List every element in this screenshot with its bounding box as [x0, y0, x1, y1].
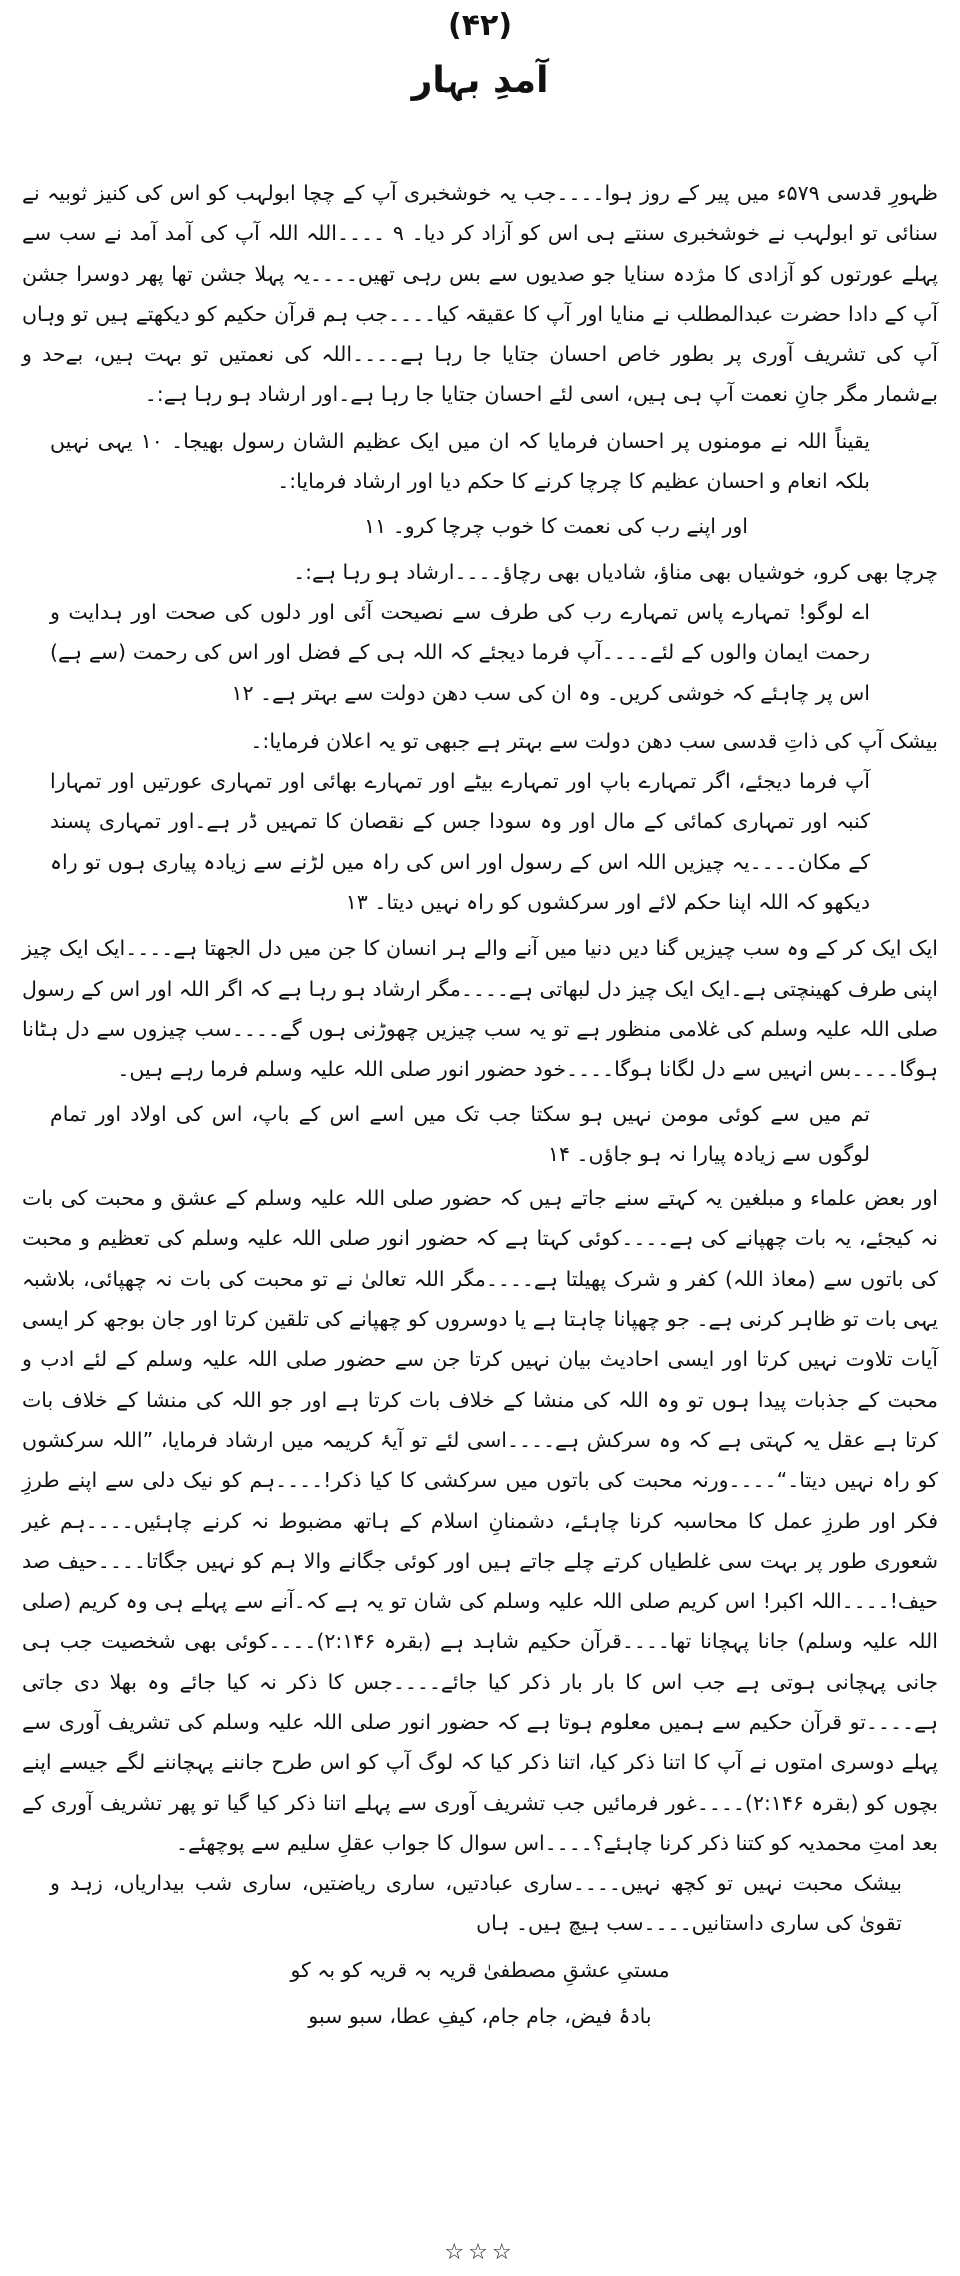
quote-ayah-3: اے لوگو! تمہارے پاس تمہارے رب کی طرف سے نصیحت آئی اور دلوں کی صحت اور ہدایت و رحمت ایمان والوں کے لئے۔۔۔۔آپ فرما دیجئے کہ اللہ ہی کے فضل اور اس کی رحمت (سے ہے) اس پر چاہئے کہ خوشی کریں۔ وہ ان کی سب دھن دولت سے بہتر ہے۔ ۱۲ [50, 599, 870, 705]
document-body [22, 168, 938, 2036]
paragraph-birth: ظہورِ قدسی ۵۷۹ء میں پیر کے روز ہوا۔۔۔۔جب یہ خوشخبری آپ کے چچا ابولہب کو اس کی کنیز ثوبیہ نے سنائی تو ابولہب نے خوشخبری سنتے ہی اس کو آزاد کر دیا۔ ۹ ۔۔۔۔اللہ اللہ آپ کی آمد آمد نے سب سے پہلے عورتوں کو آزادی کا مژدہ سنایا جو صدیوں سے بس رہی تھیں۔۔۔۔یہ پہلا جشن تھا پھر دوسرا جشن آپ کے دادا حضرت عبدالمطلب نے منایا اور آپ کا عقیقہ کیا۔۔۔۔جب ہم قرآن حکیم کو دیکھتے ہیں تو وہاں آپ کی تشریف آوری پر بطور خاص احسان جتایا جا رہا ہے۔۔۔۔اللہ کی نعمتیں تو بہت ہیں، بےحد و بےشمار مگر جانِ نعمت آپ ہی ہیں، اسی لئے احسان جتایا جا رہا ہے۔اور ارشاد ہو رہا ہے:۔ [22, 181, 938, 407]
paragraph-declaration: بیشک آپ کی ذاتِ قدسی سب دھن دولت سے بہتر ہے جبھی تو یہ اعلان فرمایا:۔ [250, 728, 938, 753]
quote-ayah-2: اور اپنے رب کی نعمت کا خوب چرچا کرو۔ ۱۱ [364, 514, 748, 539]
paragraph-celebrate: چرچا بھی کرو، خوشیاں بھی مناؤ، شادیاں بھی رچاؤ۔۔۔۔ارشاد ہو رہا ہے:۔ [293, 559, 938, 584]
quote-ayah-4: آپ فرما دیجئے، اگر تمہارے باپ اور تمہارے بیٹے اور تمہارے بھائی اور تمہاری عورتیں اور تمہارا کنبہ اور تمہاری کمائی کے مال اور وہ سودا جس کے نقصان کا تمہیں ڈر ہے۔اور تمہاری پسند کے مکان۔۔۔۔یہ چیزیں اللہ اس کے رسول اور اس کی راہ میں لڑنے سے زیادہ پیاری ہوں تو راہ دیکھو کہ اللہ اپنا حکم لائے اور سرکشوں کو راہ نہیں دیتا۔ ۱۳ [50, 769, 870, 915]
paragraph-attachments: ایک ایک کر کے وہ سب چیزیں گنا دیں دنیا میں آنے والے ہر انسان کا جن میں دل الجھتا ہے۔۔۔۔ایک ایک چیز اپنی طرف کھینچتی ہے۔ایک ایک چیز دل لبھاتی ہے۔۔۔۔مگر ارشاد ہو رہا ہے کہ اگر اللہ اور اس کے رسول صلی اللہ علیہ وسلم کی غلامی منظور ہے تو یہ سب چیزیں چھوڑنی ہوں گے۔۔۔۔سب چیزوں سے دل ہٹانا ہوگا۔۔۔۔بس انہیں سے دل لگانا ہوگا۔۔۔۔خود حضور انور صلی اللہ علیہ وسلم فرما رہے ہیں۔ [22, 936, 938, 1082]
verse-line-1: مستیِ عشقِ مصطفیٰ قریہ بہ قریہ کو بہ کو [290, 1957, 670, 1982]
page-number: (۴۲) [447, 8, 513, 43]
paragraph-scholars: اور بعض علماء و مبلغین یہ کہتے سنے جاتے ہیں کہ حضور صلی اللہ علیہ وسلم کے عشق و محبت کی بات نہ کیجئے، یہ بات چھپانے کی ہے۔۔۔۔کوئی کہتا ہے کہ حضور انور صلی اللہ علیہ وسلم کی تعظیم و محبت کی باتوں سے (معاذ اللہ) کفر و شرک پھیلتا ہے۔۔۔۔مگر اللہ تعالیٰ نے تو محبت کی بات نہ چھپائی، بلاشبہ یہی بات تو ظاہر کرنی ہے۔ جو چھپانا چاہتا ہے یا دوسروں کو چھپانے کی تلقین کرتا اور جان بوجھ کر ایسی آیات تلاوت نہیں کرتا اور ایسی احادیث بیان نہیں کرتا جن سے حضور صلی اللہ علیہ وسلم کے لئے ادب و محبت کے جذبات پیدا ہوں تو وہ اللہ کی منشا کے خلاف بات کرتا ہے اور جو اللہ کی منشا کے خلاف بات کرتا ہے عقل یہ کہتی ہے کہ وہ سرکش ہے۔۔۔۔اسی لئے تو آیۂ کریمہ میں ارشاد فرمایا، ”اللہ سرکشوں کو راہ نہیں دیتا۔“۔۔۔۔ورنہ محبت کی باتوں میں سرکشی کا کیا ذکر!۔۔۔۔ہم کو نیک دلی سے اپنے طرزِ فکر اور طرزِ عمل کا محاسبہ کرنا چاہئے، دشمنانِ اسلام کے ہاتھ مضبوط نہ کرنے چاہئیں۔۔۔۔ہم غیر شعوری طور پر بہت سی غلطیاں کرتے چلے جاتے ہیں اور کوئی جگانے والا ہم کو نہیں جگاتا۔۔۔۔حیف صد حیف!۔۔۔۔اللہ اکبر! اس کریم صلی اللہ علیہ وسلم کی شان تو یہ ہے کہ۔آنے سے پہلے ہی وہ کریم (صلی اللہ علیہ وسلم) جانا پہچانا تھا۔۔۔۔قرآن حکیم شاہد ہے (بقرہ ۲:۱۴۶)۔۔۔۔کوئی بھی شخصیت جب ہی جانی پہچانی ہوتی ہے جب اس کا بار بار ذکر کیا جائے۔۔۔۔جس کا ذکر نہ کیا جائے وہ بھلا دی جاتی ہے۔۔۔۔تو قرآن حکیم سے ہمیں معلوم ہوتا ہے کہ حضور انور صلی اللہ علیہ وسلم کی تشریف آوری سے پہلے دوسری امتوں نے آپ کا اتنا ذکر کیا، اتنا ذکر کیا کہ لوگ آپ کو اس طرح جاننے پہچاننے لگے جیسے اپنے بچوں کو (بقرہ ۲:۱۴۶)۔۔۔۔غور فرمائیں جب تشریف آوری سے پہلے اتنا ذکر کیا گیا تو پھر تشریف آوری کے بعد امتِ محمدیہ کو کتنا ذکر کرنا چاہئے؟۔۔۔۔اس سوال کا جواب عقلِ سلیم سے پوچھئے۔ [22, 1186, 938, 1855]
paragraph-love: بیشک محبت نہیں تو کچھ نہیں۔۔۔۔ساری عبادتیں، ساری ریاضتیں، ساری شب بیداریاں، زہد و تقویٰ کی ساری داستانیں۔۔۔۔سب ہیچ ہیں۔ ہاں [50, 1871, 902, 1936]
quote-hadith: تم میں سے کوئی مومن نہیں ہو سکتا جب تک میں اسے اس کے باپ، اس کی اولاد اور تمام لوگوں سے زیادہ پیارا نہ ہو جاؤں۔ ۱۴ [50, 1101, 870, 1166]
end-stars: ☆☆☆ [444, 2240, 516, 2265]
quote-ayah-1: یقیناً اللہ نے مومنوں پر احسان فرمایا کہ ان میں ایک عظیم الشان رسول بھیجا۔ ۱۰ یہی نہیں بلکہ انعام و احسان عظیم کا چرچا کرنے کا حکم دیا اور ارشاد فرمایا:۔ [50, 428, 870, 494]
verse-line-2: بادۂ فیض، جام جام، کیفِ عطا، سبو سبو [308, 2004, 652, 2029]
page-title: آمدِ بہار [411, 60, 549, 101]
